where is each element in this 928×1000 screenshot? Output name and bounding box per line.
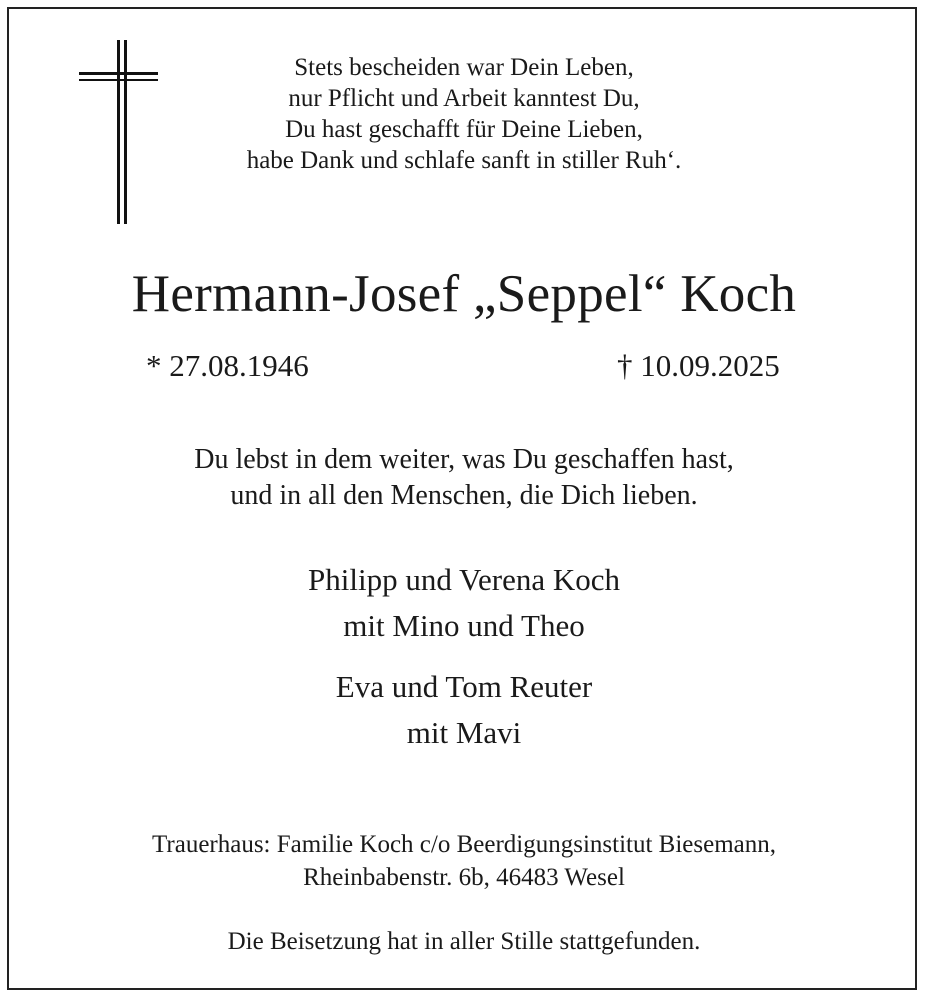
- deceased-name: Hermann-Josef „Seppel“ Koch: [131, 265, 797, 323]
- mourner-line: Eva und Tom Reuter: [335, 669, 593, 704]
- quote-line: Du lebst in dem weiter, was Du geschaffen hast,: [194, 444, 734, 475]
- poem-line: habe Dank und schlafe sanft in stiller Ruh‘.: [246, 147, 682, 174]
- poem-line: nur Pflicht und Arbeit kanntest Du,: [288, 85, 640, 112]
- mourning-address: [0, 828, 928, 894]
- poem-line: Du hast geschafft für Deine Lieben,: [285, 116, 643, 143]
- mourner-line: Philipp und Verena Koch: [308, 562, 620, 597]
- mourner-line: mit Mavi: [406, 715, 522, 750]
- opening-poem: [0, 52, 928, 176]
- burial-notice: Die Beisetzung hat in aller Stille stattgefunden.: [227, 928, 701, 955]
- quote-line: und in all den Menschen, die Dich lieben.: [230, 480, 698, 511]
- memorial-quote: [0, 442, 928, 514]
- mourner-group: [0, 664, 928, 756]
- address-line: Trauerhaus: Familie Koch c/o Beerdigungsinstitut Biesemann,: [152, 831, 776, 858]
- address-line: Rheinbabenstr. 6b, 46483 Wesel: [303, 864, 625, 891]
- death-date: † 10.09.2025: [617, 348, 780, 383]
- poem-line: Stets bescheiden war Dein Leben,: [294, 54, 634, 81]
- mourner-group: [0, 557, 928, 649]
- mourner-line: mit Mino und Theo: [343, 608, 585, 643]
- birth-date: * 27.08.1946: [146, 348, 309, 383]
